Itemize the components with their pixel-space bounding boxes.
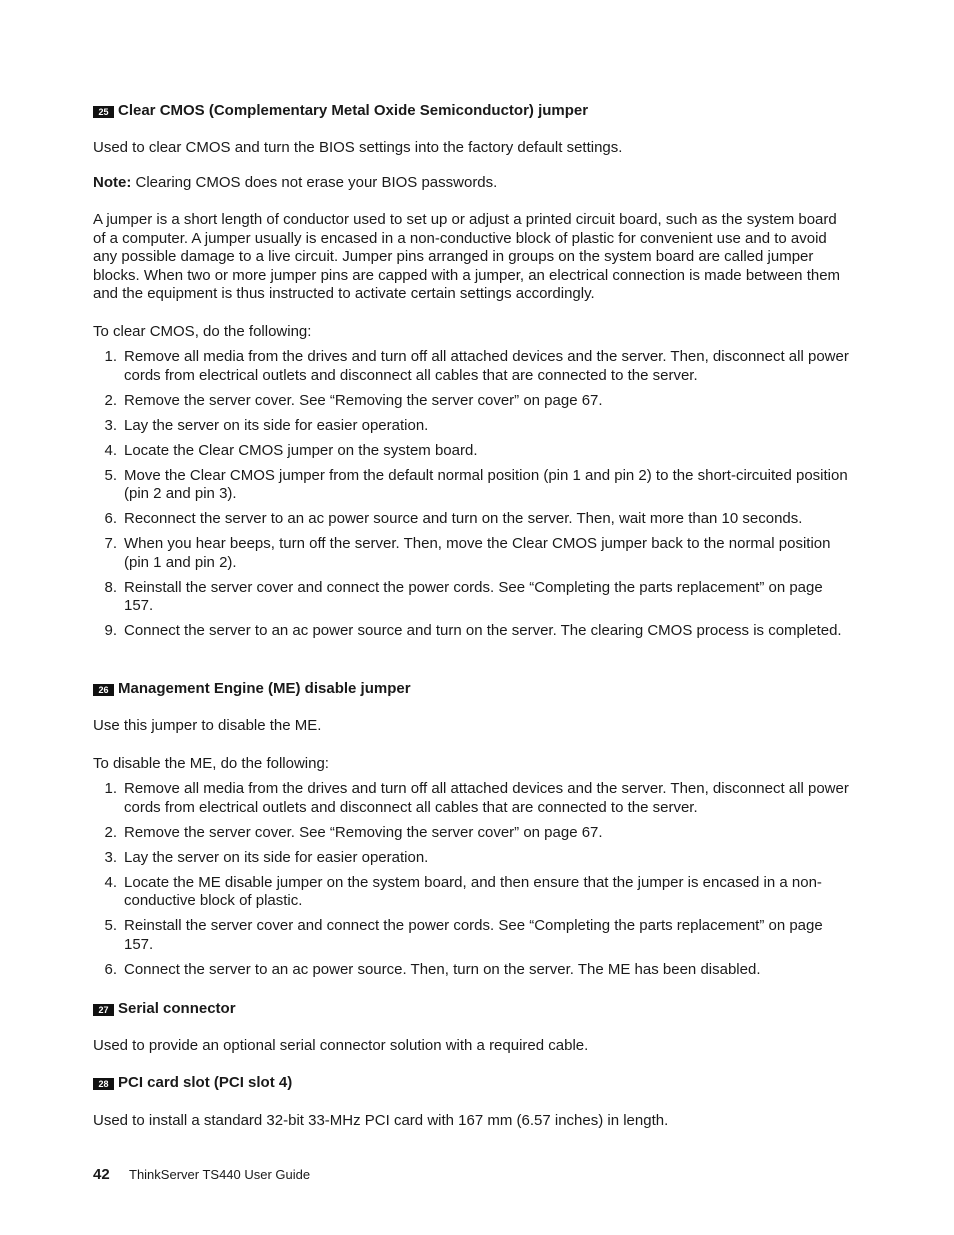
- step-text: Lay the server on its side for easier operation.: [124, 416, 429, 434]
- step-number: 4.: [104, 873, 117, 891]
- step-text: Connect the server to an ac power source and turn on the server. The clearing CMOS process is completed.: [124, 622, 842, 639]
- note: [93, 174, 853, 193]
- step-item: [93, 780, 853, 817]
- step-item: [93, 442, 853, 461]
- step-text: Connect the server to an ac power source. Then, turn on the server. The ME has been disabled.: [124, 960, 761, 978]
- step-text: Remove all media from the drives and turn off all attached devices and the server. Then, disconnect all power cords from electrical outlets and disconnect all cables that are connected to the server.: [124, 780, 849, 816]
- step-item: [93, 510, 853, 529]
- page-number: 42: [93, 1166, 110, 1183]
- step-text: Move the Clear CMOS jumper from the default normal position (pin 1 and pin 2) to the short-circuited position (pin 2 and pin 3).: [124, 466, 848, 502]
- step-item: [93, 849, 853, 868]
- step-text: Locate the Clear CMOS jumper on the system board.: [124, 441, 478, 459]
- step-number: 4.: [104, 441, 117, 459]
- step-item: [93, 824, 853, 843]
- step-item: [93, 348, 853, 385]
- section-intro: Used to provide an optional serial connector solution with a required cable.: [93, 1037, 589, 1054]
- step-number: 3.: [104, 848, 117, 866]
- note-text: Clearing CMOS does not erase your BIOS passwords.: [131, 174, 498, 191]
- step-text: Remove the server cover. See “Removing the server cover” on page 67.: [124, 391, 603, 409]
- step-number: 9.: [104, 622, 117, 639]
- step-item: [93, 392, 853, 411]
- step-item: [93, 961, 853, 980]
- step-item: [93, 535, 853, 572]
- step-item: [93, 622, 853, 641]
- step-text: Remove the server cover. See “Removing the server cover” on page 67.: [124, 823, 603, 841]
- section-intro: Used to install a standard 32-bit 33-MHz PCI card with 167 mm (6.57 inches) in length.: [93, 1112, 669, 1129]
- callout-badge: 27: [93, 1004, 114, 1016]
- step-number: 8.: [104, 578, 117, 596]
- step-number: 3.: [104, 416, 117, 434]
- step-text: Reinstall the server cover and connect the power cords. See “Completing the parts replacement” on page 157.: [124, 917, 823, 953]
- section-title: Serial connector: [118, 1000, 236, 1017]
- step-item: [93, 874, 853, 911]
- page-footer: [93, 1166, 310, 1183]
- step-number: 6.: [104, 510, 117, 527]
- callout-badge: 25: [93, 106, 114, 118]
- section-heading-clear-cmos: [93, 102, 853, 121]
- step-text: Remove all media from the drives and turn off all attached devices and the server. Then, disconnect all power cords from electrical outlets and disconnect all cables that are connected to the server.: [124, 348, 849, 384]
- callout-badge: 28: [93, 1078, 114, 1090]
- step-text: Locate the ME disable jumper on the system board, and then ensure that the jumper is encased in a non-conductive block of plastic.: [124, 873, 822, 909]
- step-number: 2.: [104, 391, 117, 409]
- step-item: [93, 579, 853, 616]
- me-disable-steps: [93, 780, 853, 986]
- step-item: [93, 467, 853, 504]
- step-number: 5.: [104, 466, 117, 484]
- section-title: Management Engine (ME) disable jumper: [118, 680, 411, 697]
- step-item: [93, 417, 853, 436]
- step-text: Reconnect the server to an ac power source and turn on the server. Then, wait more than 10 seconds.: [124, 510, 803, 527]
- steps-intro: To clear CMOS, do the following:: [93, 323, 312, 340]
- step-text: Lay the server on its side for easier operation.: [124, 848, 429, 866]
- step-number: 7.: [104, 535, 117, 552]
- note-label: Note:: [93, 174, 132, 191]
- steps-intro: To disable the ME, do the following:: [93, 755, 329, 772]
- section-heading-serial-connector: [93, 1000, 853, 1019]
- section-title: Clear CMOS (Complementary Metal Oxide Semiconductor) jumper: [118, 102, 589, 119]
- jumper-description: A jumper is a short length of conductor used to set up or adjust a printed circuit board, such as the system board of a computer. A jumper usually is encased in a non-conductive block of plastic for convenient use and to avoid any possible damage to a live circuit. Jumper pins arranged in groups on the system board are called jumper blocks. When two or more jumper pins are capped with a jumper, an electrical connection is made between them and the equipment is thus instructed to activate certain settings accordingly.: [93, 211, 841, 302]
- step-number: 6.: [104, 960, 117, 978]
- clear-cmos-steps: [93, 348, 853, 647]
- step-text: When you hear beeps, turn off the server. Then, move the Clear CMOS jumper back to the normal position (pin 1 and pin 2).: [124, 535, 831, 571]
- section-heading-pci-slot: [93, 1074, 853, 1093]
- step-number: 2.: [104, 823, 117, 841]
- callout-badge: 26: [93, 684, 114, 696]
- step-number: 1.: [104, 348, 117, 365]
- step-text: Reinstall the server cover and connect the power cords. See “Completing the parts replacement” on page 157.: [124, 578, 823, 614]
- section-intro: Use this jumper to disable the ME.: [93, 717, 322, 734]
- section-heading-me-disable: [93, 680, 853, 699]
- document-title: ThinkServer TS440 User Guide: [129, 1167, 311, 1182]
- step-number: 1.: [104, 780, 117, 797]
- step-item: [93, 917, 853, 954]
- step-number: 5.: [104, 917, 117, 934]
- section-title: PCI card slot (PCI slot 4): [118, 1074, 293, 1091]
- section-intro: Used to clear CMOS and turn the BIOS settings into the factory default settings.: [93, 139, 623, 156]
